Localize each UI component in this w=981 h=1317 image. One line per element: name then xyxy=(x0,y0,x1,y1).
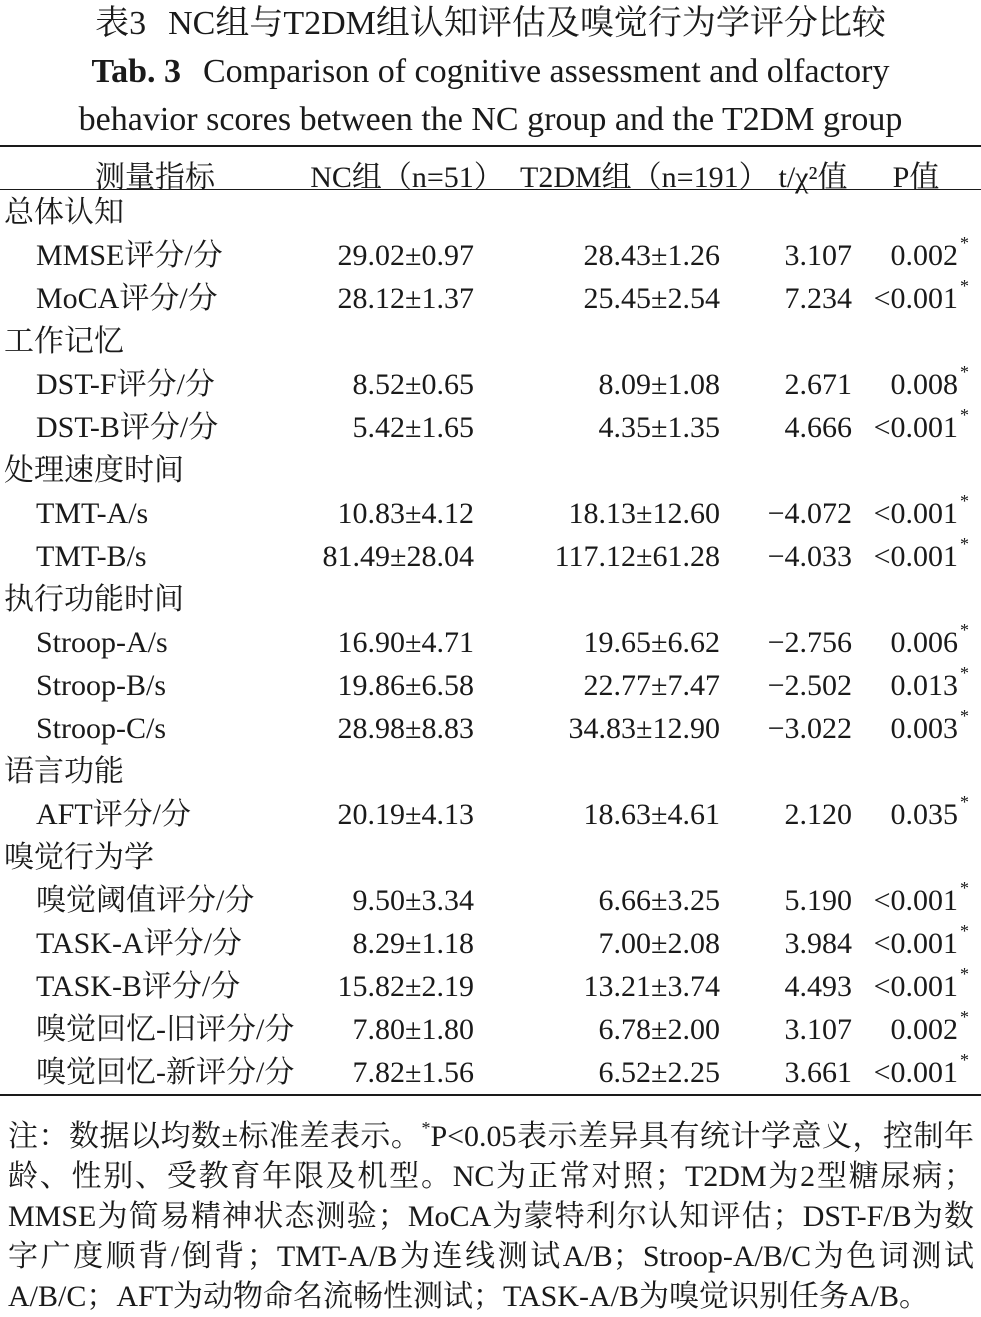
p-value-cell: <0.001 xyxy=(873,540,958,573)
nc-value-cell: 28.12±1.37 xyxy=(337,282,474,315)
nc-value-cell: 28.98±8.83 xyxy=(337,712,474,745)
table-row xyxy=(0,621,981,664)
p-value-cell: 0.013 xyxy=(890,669,958,702)
significance-star: * xyxy=(960,620,969,640)
p-value-cell: <0.001 xyxy=(873,282,958,315)
stat-value-cell: −2.756 xyxy=(767,626,852,659)
table-body xyxy=(0,191,981,1094)
stat-value-cell: 3.661 xyxy=(784,1056,852,1089)
t2dm-value-cell: 22.77±7.47 xyxy=(583,669,720,702)
significance-star: * xyxy=(960,405,969,425)
p-value-cell: 0.008 xyxy=(890,368,958,401)
t2dm-value-cell: 18.63±4.61 xyxy=(583,798,720,831)
caption-zh-title: NC组与T2DM组认知评估及嗅觉行为学评分比较 xyxy=(168,5,886,42)
significance-star: * xyxy=(960,276,969,296)
nc-value-cell: 81.49±28.04 xyxy=(322,540,474,573)
nc-value-cell: 29.02±0.97 xyxy=(337,239,474,272)
caption-en-label: Tab. 3 xyxy=(91,53,181,90)
p-value-cell: 0.002 xyxy=(890,239,958,272)
nc-value-cell: 5.42±1.65 xyxy=(352,411,474,444)
measure-cell: MMSE评分/分 xyxy=(36,239,223,272)
measure-cell: 嗅觉回忆-新评分/分 xyxy=(36,1056,295,1089)
group-row xyxy=(0,320,981,363)
p-value-cell: 0.003 xyxy=(890,712,958,745)
t2dm-value-cell: 6.52±2.25 xyxy=(598,1056,720,1089)
measure-cell: TMT-B/s xyxy=(36,540,147,573)
note-star: * xyxy=(421,1118,431,1138)
t2dm-value-cell: 6.78±2.00 xyxy=(598,1013,720,1046)
stat-value-cell: 3.984 xyxy=(784,927,852,960)
table-header xyxy=(0,146,981,194)
group-row xyxy=(0,750,981,793)
p-value-cell: 0.006 xyxy=(890,626,958,659)
table-row xyxy=(0,1051,981,1094)
significance-star: * xyxy=(960,534,969,554)
t2dm-value-cell: 19.65±6.62 xyxy=(583,626,720,659)
nc-value-cell: 7.80±1.80 xyxy=(352,1013,474,1046)
stat-value-cell: 3.107 xyxy=(784,239,852,272)
p-value-cell: <0.001 xyxy=(873,884,958,917)
group-row xyxy=(0,836,981,879)
p-value-cell: <0.001 xyxy=(873,1056,958,1089)
measure-cell: TASK-B评分/分 xyxy=(36,970,241,1003)
measure-cell: Stroop-B/s xyxy=(36,669,167,702)
stat-value-cell: −4.072 xyxy=(767,497,852,530)
table-row xyxy=(0,492,981,535)
significance-star: * xyxy=(960,1007,969,1027)
significance-star: * xyxy=(960,706,969,726)
stat-value-cell: 5.190 xyxy=(784,884,852,917)
stat-value-cell: 4.493 xyxy=(784,970,852,1003)
measure-cell: TMT-A/s xyxy=(36,497,149,530)
t2dm-value-cell: 4.35±1.35 xyxy=(598,411,720,444)
stat-value-cell: −3.022 xyxy=(767,712,852,745)
stat-value-cell: −4.033 xyxy=(767,540,852,573)
stat-value-cell: 4.666 xyxy=(784,411,852,444)
caption-en-title-line2: behavior scores between the NC group and the T2DM group xyxy=(78,101,903,138)
measure-cell: MoCA评分/分 xyxy=(36,282,218,315)
measure-cell: Stroop-A/s xyxy=(36,626,168,659)
measure-cell: 嗅觉回忆-旧评分/分 xyxy=(36,1013,295,1046)
significance-star: * xyxy=(960,878,969,898)
group-name: 语言功能 xyxy=(4,755,124,788)
nc-value-cell: 7.82±1.56 xyxy=(352,1056,474,1089)
header-stat: t/χ²值 xyxy=(778,161,848,194)
header-rule xyxy=(0,189,981,190)
significance-star: * xyxy=(960,362,969,382)
p-value-cell: 0.002 xyxy=(890,1013,958,1046)
significance-star: * xyxy=(960,792,969,812)
nc-value-cell: 10.83±4.12 xyxy=(337,497,474,530)
nc-value-cell: 19.86±6.58 xyxy=(337,669,474,702)
group-name: 嗅觉行为学 xyxy=(4,841,154,874)
t2dm-value-cell: 25.45±2.54 xyxy=(583,282,720,315)
note-text: P<0.05表示差异具有统计学意义，控制年龄、性别、受教育年限及机型。NC为正常对照；T2DM为2型糖尿病；MMSE为简易精神状态测验；MoCA为蒙特利尔认知评估；DST-F/B为数字广度顺背/倒背；TMT-A/B为连线测试A/B；Stroop-A/B/C为色词测试A/B/C；AFT为动物命名流畅性测试；TASK-A/B为嗅觉识别任务A/B。 xyxy=(8,1120,975,1313)
t2dm-value-cell: 13.21±3.74 xyxy=(583,970,720,1003)
significance-star: * xyxy=(960,491,969,511)
table-row xyxy=(0,535,981,578)
stat-value-cell: 2.120 xyxy=(784,798,852,831)
table-row xyxy=(0,363,981,406)
significance-star: * xyxy=(960,1050,969,1070)
measure-cell: AFT评分/分 xyxy=(36,798,192,831)
table-row xyxy=(0,965,981,1008)
table-row xyxy=(0,793,981,836)
measure-cell: DST-B评分/分 xyxy=(36,411,219,444)
stat-value-cell: −2.502 xyxy=(767,669,852,702)
caption-en xyxy=(0,48,981,96)
measure-cell: Stroop-C/s xyxy=(36,712,167,745)
stat-value-cell: 2.671 xyxy=(784,368,852,401)
bottom-rule xyxy=(0,1094,981,1096)
header-measure: 测量指标 xyxy=(95,161,215,194)
caption-en-title-line1: Comparison of cognitive assessment and olfactory xyxy=(203,53,890,90)
note-lead: 注：数据以均数±标准差表示。 xyxy=(8,1120,422,1153)
p-value-cell: <0.001 xyxy=(873,411,958,444)
group-name: 执行功能时间 xyxy=(4,583,184,616)
table-note xyxy=(8,1108,974,1317)
t2dm-value-cell: 34.83±12.90 xyxy=(568,712,720,745)
stat-value-cell: 3.107 xyxy=(784,1013,852,1046)
t2dm-value-cell: 18.13±12.60 xyxy=(568,497,720,530)
measure-cell: DST-F评分/分 xyxy=(36,368,215,401)
significance-star: * xyxy=(960,663,969,683)
nc-value-cell: 8.29±1.18 xyxy=(352,927,474,960)
table-row xyxy=(0,277,981,320)
header-t2dm: T2DM组（n=191） xyxy=(520,161,769,194)
header-p: P值 xyxy=(892,161,940,194)
p-value-cell: <0.001 xyxy=(873,970,958,1003)
group-row xyxy=(0,449,981,492)
significance-star: * xyxy=(960,233,969,253)
table-row xyxy=(0,664,981,707)
t2dm-value-cell: 28.43±1.26 xyxy=(583,239,720,272)
table-row xyxy=(0,922,981,965)
nc-value-cell: 20.19±4.13 xyxy=(337,798,474,831)
group-name: 总体认知 xyxy=(4,196,124,229)
group-name: 工作记忆 xyxy=(4,325,124,358)
stat-value-cell: 7.234 xyxy=(784,282,852,315)
table-row xyxy=(0,406,981,449)
t2dm-value-cell: 6.66±3.25 xyxy=(598,884,720,917)
table-row xyxy=(0,1008,981,1051)
nc-value-cell: 15.82±2.19 xyxy=(337,970,474,1003)
caption-zh-label: 表3 xyxy=(95,5,147,42)
p-value-cell: <0.001 xyxy=(873,927,958,960)
significance-star: * xyxy=(960,964,969,984)
caption-zh xyxy=(0,0,981,48)
nc-value-cell: 16.90±4.71 xyxy=(337,626,474,659)
p-value-cell: <0.001 xyxy=(873,497,958,530)
table-row xyxy=(0,879,981,922)
nc-value-cell: 9.50±3.34 xyxy=(352,884,474,917)
t2dm-value-cell: 8.09±1.08 xyxy=(598,368,720,401)
t2dm-value-cell: 117.12±61.28 xyxy=(554,540,720,573)
nc-value-cell: 8.52±0.65 xyxy=(352,368,474,401)
group-name: 处理速度时间 xyxy=(4,454,184,487)
p-value-cell: 0.035 xyxy=(890,798,958,831)
measure-cell: 嗅觉阈值评分/分 xyxy=(36,884,255,917)
t2dm-value-cell: 7.00±2.08 xyxy=(598,927,720,960)
header-nc: NC组（n=51） xyxy=(310,161,504,194)
measure-cell: TASK-A评分/分 xyxy=(36,927,242,960)
caption-en-line2 xyxy=(0,96,981,144)
significance-star: * xyxy=(960,921,969,941)
group-row xyxy=(0,191,981,234)
table-row xyxy=(0,234,981,277)
group-row xyxy=(0,578,981,621)
table-row xyxy=(0,707,981,750)
